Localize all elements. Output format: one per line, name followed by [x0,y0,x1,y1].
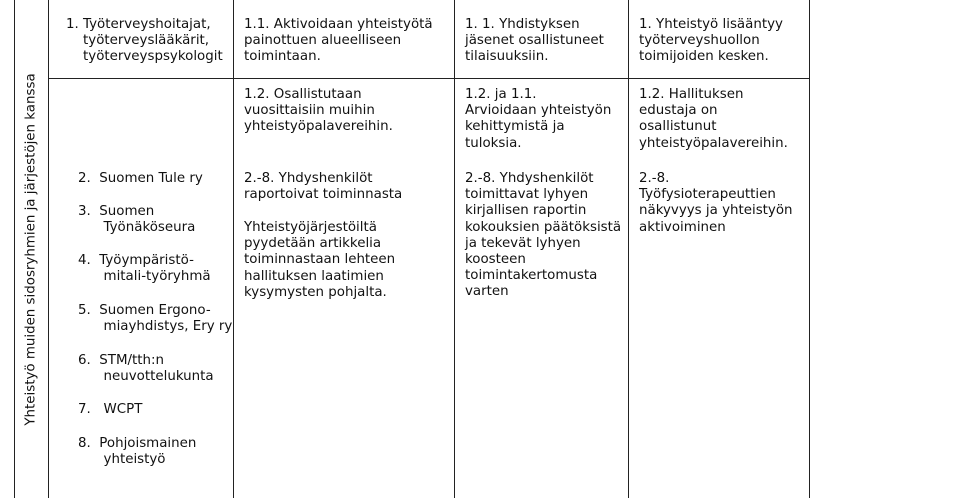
col3-goal: 1. 1. Yhdistyksen jäsenet osallistuneet tilaisuuksiin. [465,17,604,65]
col4-goal: 1. Yhteistyö lisääntyy työterveyshuollon toimijoiden kesken. [639,17,783,65]
col1-item-6: 6. STM/tth:n neuvottelukunta [78,353,214,385]
col1-item-3: 3. Suomen Työnäköseura [78,204,196,236]
col2-action: 2.-8. Yhdyshenkilöt raportoivat toiminnasta [244,171,403,203]
col4-action: 2.-8. Työfysioterapeuttien näkyvyys ja yhteistyön aktivoiminen [639,171,793,235]
col3-sub: 1.2. ja 1.1. Arvioidaan yhteistyön kehittymistä ja tuloksia. [465,87,612,151]
col3-action: 2.-8. Yhdyshenkilöt toimittavat lyhyen kirjallisen raportin kokouksien päätöksistä ja tekevät lyhyen koosteen toimintakertomusta varten [465,171,622,300]
col1-item-8: 8. Pohjoismainen yhteistyö [78,436,197,468]
col4-sub: 1.2. Hallituksen edustaja on osallistunut yhteistyöpalavereihin. [639,87,788,151]
column-divider-1 [48,0,49,498]
row-divider [48,78,809,79]
col2-goal: 1.1. Aktivoidaan yhteistyötä painottuen alueelliseen toimintaan. [244,17,433,65]
column-divider-2 [233,0,234,498]
side-label-cell [14,0,48,498]
column-divider-3 [454,0,455,498]
side-label: Yhteistyö muiden sidosryhmien ja järjestöjen kanssa [23,72,39,426]
col1-item-7: 7. WCPT [78,402,143,417]
col1-item-5: 5. Suomen Ergono- miayhdistys, Ery ry [78,303,233,335]
column-divider-5 [809,0,810,498]
col2-sub: 1.2. Osallistutaan vuosittaisiin muihin yhteistyöpalavereihin. [244,87,393,135]
col1-item-4: 4. Työympäristö- mitali-työryhmä [78,253,211,285]
col1-header: 1. Työterveyshoitajat, työterveyslääkärit, työterveyspsykologit [66,17,223,65]
col1-item-2: 2. Suomen Tule ry [78,171,203,186]
column-divider-4 [628,0,629,498]
col2-detail: Yhteistyöjärjestöiltä pyydetään artikkelia toiminnastaan lehteen hallituksen laatimien kysymysten pohjalta. [244,220,396,300]
